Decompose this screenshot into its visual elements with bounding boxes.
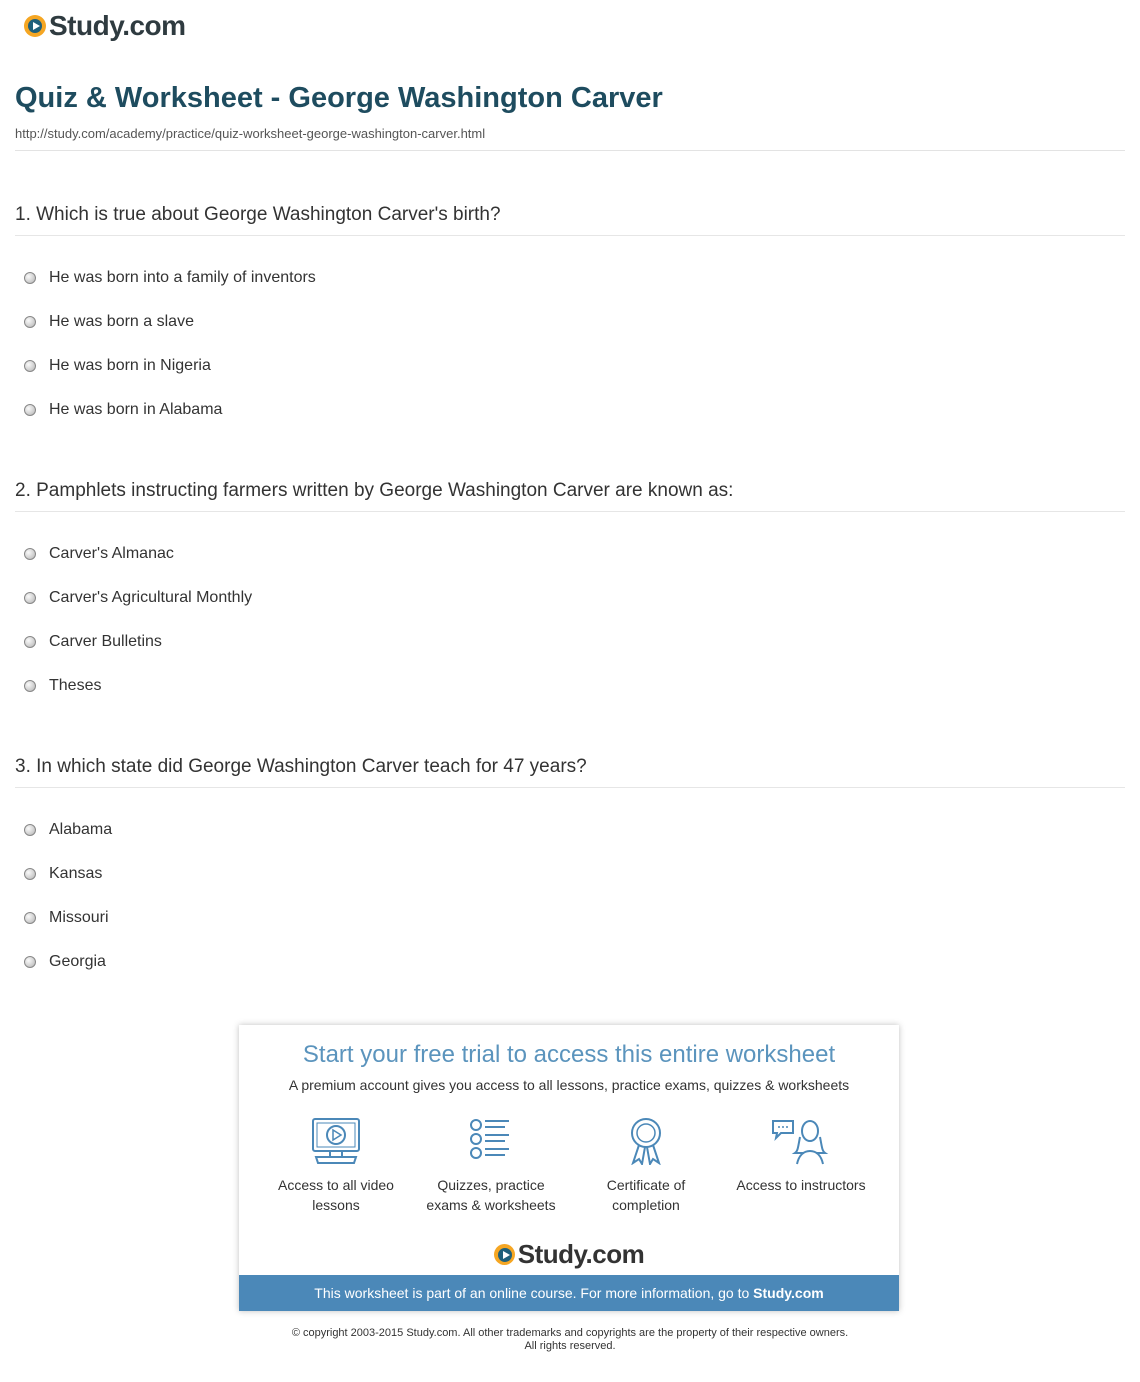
- video-lesson-icon: [310, 1117, 362, 1165]
- answer-option[interactable]: [15, 858, 1125, 902]
- question-text: 1. Which is true about George Washington Carver's birth?: [15, 201, 1125, 236]
- answer-option[interactable]: [15, 902, 1125, 946]
- promo-bar-text: This worksheet is part of an online course. For more information, go to: [314, 1285, 754, 1301]
- feature-label: Certificate of completion: [606, 1177, 686, 1213]
- answer-option[interactable]: [15, 306, 1125, 350]
- page-url: http://study.com/academy/practice/quiz-worksheet-george-washington-carver.html: [15, 126, 486, 141]
- feature-quizzes: [411, 1117, 571, 1215]
- option-label: Theses: [49, 677, 102, 694]
- radio-button-icon[interactable]: [24, 316, 36, 328]
- radio-button-icon[interactable]: [24, 956, 36, 968]
- feature-label: Access to instructors: [736, 1177, 866, 1193]
- option-label: He was born into a family of inventors: [49, 269, 316, 286]
- radio-button-icon[interactable]: [24, 548, 36, 560]
- promo-study-logo[interactable]: [239, 1239, 899, 1270]
- radio-button-icon[interactable]: [24, 868, 36, 880]
- copyright-line: © copyright 2003-2015 Study.com. All other trademarks and copyrights are the property of their respective owners.: [291, 1327, 849, 1339]
- option-label: Kansas: [49, 865, 103, 882]
- radio-button-icon[interactable]: [24, 592, 36, 604]
- radio-button-icon[interactable]: [24, 680, 36, 692]
- study-logo-icon: [494, 1244, 515, 1265]
- question-1: [15, 201, 1125, 438]
- radio-button-icon[interactable]: [24, 404, 36, 416]
- free-trial-promo: [239, 1025, 899, 1311]
- option-label: Missouri: [49, 909, 109, 926]
- copyright: [0, 1327, 1140, 1353]
- feature-certificate: [566, 1117, 726, 1215]
- logo-text: Study.com: [517, 1239, 645, 1269]
- radio-button-icon[interactable]: [24, 912, 36, 924]
- promo-info-bar: [239, 1275, 899, 1311]
- header-divider: [15, 150, 1125, 151]
- question-text: 2. Pamphlets instructing farmers written by George Washington Carver are known as:: [15, 477, 1125, 512]
- answer-option[interactable]: [15, 946, 1125, 990]
- answer-option[interactable]: [15, 350, 1125, 394]
- promo-title[interactable]: Start your free trial to access this entire worksheet: [302, 1041, 836, 1068]
- question-3: [15, 753, 1125, 990]
- option-label: Carver's Almanac: [49, 545, 174, 562]
- answer-option[interactable]: [15, 262, 1125, 306]
- answer-option[interactable]: [15, 626, 1125, 670]
- certificate-icon: [620, 1117, 672, 1165]
- feature-label: Quizzes, practice exams & worksheets: [426, 1177, 556, 1213]
- radio-button-icon[interactable]: [24, 272, 36, 284]
- option-label: Carver's Agricultural Monthly: [49, 589, 253, 606]
- question-2: [15, 477, 1125, 714]
- option-label: He was born in Alabama: [49, 401, 223, 418]
- option-label: Georgia: [49, 953, 106, 970]
- feature-label: Access to all video lessons: [278, 1177, 394, 1213]
- radio-button-icon[interactable]: [24, 824, 36, 836]
- logo-text: Study.com: [49, 10, 186, 41]
- quiz-list-icon: [465, 1117, 517, 1165]
- page-title: Quiz & Worksheet - George Washington Carver: [15, 82, 663, 114]
- answer-option[interactable]: [15, 538, 1125, 582]
- answer-option[interactable]: [15, 814, 1125, 858]
- instructor-icon: [771, 1117, 831, 1165]
- promo-subtitle: A premium account gives you access to all lessons, practice exams, quizzes & worksheets: [288, 1077, 850, 1093]
- option-label: Alabama: [49, 821, 113, 838]
- radio-button-icon[interactable]: [24, 360, 36, 372]
- copyright-line: All rights reserved.: [524, 1340, 616, 1352]
- feature-instructors: [721, 1117, 881, 1195]
- feature-video-lessons: [256, 1117, 416, 1215]
- study-logo[interactable]: [24, 10, 186, 42]
- option-label: He was born in Nigeria: [49, 357, 211, 374]
- study-logo-icon: [24, 15, 46, 37]
- option-label: He was born a slave: [49, 313, 194, 330]
- radio-button-icon[interactable]: [24, 636, 36, 648]
- promo-bar-link[interactable]: Study.com: [753, 1285, 824, 1301]
- option-label: Carver Bulletins: [49, 633, 162, 650]
- question-text: 3. In which state did George Washington Carver teach for 47 years?: [15, 753, 1125, 788]
- answer-option[interactable]: [15, 582, 1125, 626]
- answer-option[interactable]: [15, 670, 1125, 714]
- answer-option[interactable]: [15, 394, 1125, 438]
